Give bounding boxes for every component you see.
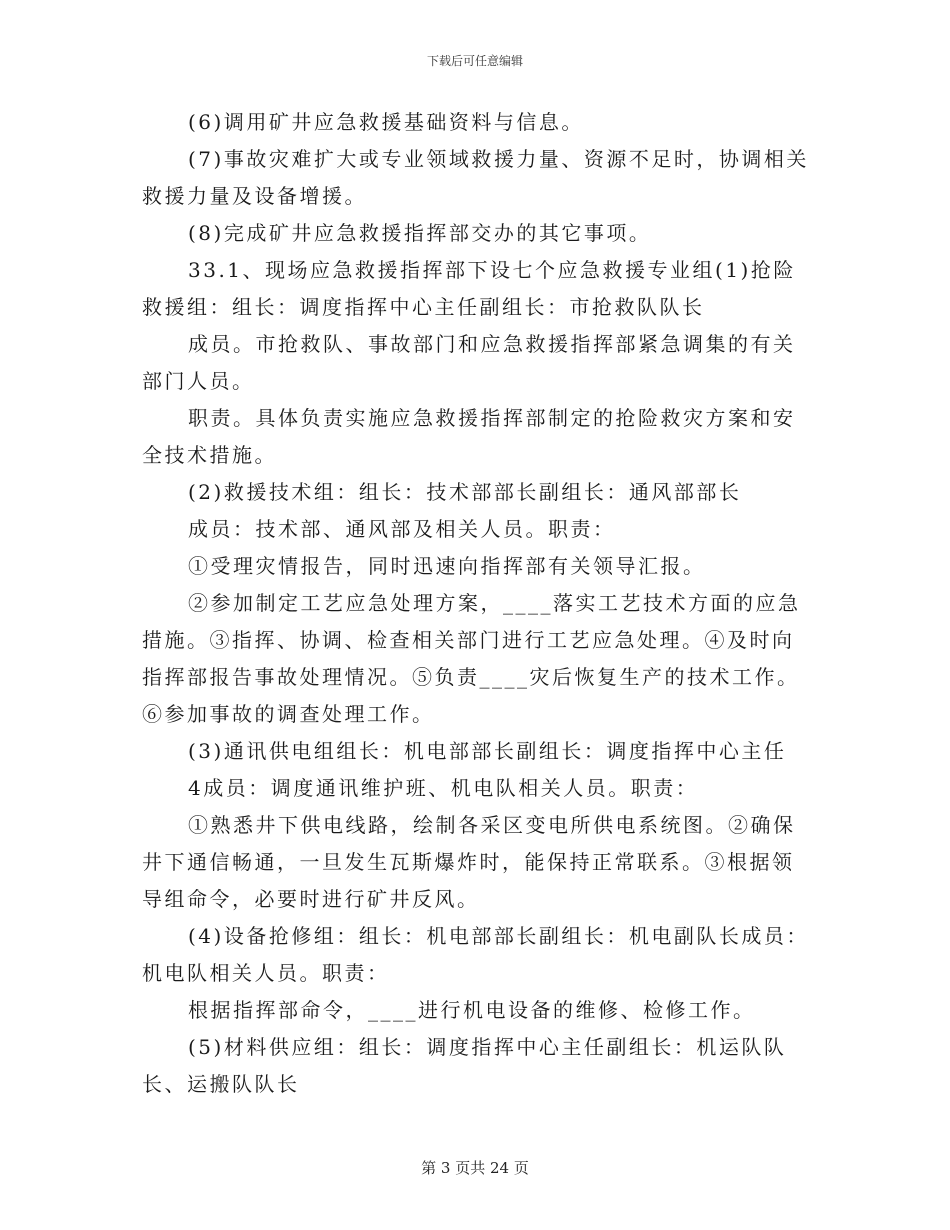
paragraph-tech-group: (2)救援技术组：组长：技术部部长副组长：通风部部长 bbox=[188, 480, 742, 504]
paragraph-comm-members: 4成员：调度通讯维护班、机电队相关人员。职责： bbox=[188, 776, 699, 800]
paragraph-item-8: (8)完成矿井应急救援指挥部交办的其它事项。 bbox=[188, 221, 652, 245]
paragraph-rescue-members: 成员。市抢救队、事故部门和应急救援指挥部紧急调集的有关部门人员。 bbox=[142, 332, 796, 393]
paragraph-item-6: (6)调用矿井应急救援基础资料与信息。 bbox=[188, 110, 584, 134]
paragraph-comm-group: (3)通讯供电组组长：机电部部长副组长：调度指挥中心主任 bbox=[188, 739, 787, 763]
paragraph-tech-members: 成员：技术部、通风部及相关人员。职责： bbox=[188, 517, 616, 541]
document-body bbox=[142, 104, 812, 1103]
paragraph-tech-duty-1: ①受理灾情报告，同时迅速向指挥部有关领导汇报。 bbox=[188, 554, 706, 578]
paragraph-tech-duty-2-6: ②参加制定工艺应急处理方案，____落实工艺技术方面的应急措施。③指挥、协调、检查相关部门进行工艺应急处理。④及时向指挥部报告事故处理情况。⑤负责____灾后恢复生产的技术工作。⑥参加事故的调查处理工作。 bbox=[142, 591, 801, 726]
paragraph-rescue-duties: 职责。具体负责实施应急救援指挥部制定的抢险救灾方案和安全技术措施。 bbox=[142, 406, 796, 467]
paragraph-repair-duty: 根据指挥部命令，____进行机电设备的维修、检修工作。 bbox=[188, 998, 756, 1022]
paragraph-supply-group: (5)材料供应组：组长：调度指挥中心主任副组长：机运队队长、运搬队队长 bbox=[142, 1035, 787, 1096]
page-number: 第 3 页共 24 页 bbox=[421, 1159, 529, 1177]
paragraph-section-33-1: 33.1、现场应急救援指挥部下设七个应急救援专业组(1)抢险救援组：组长：调度指挥中心主任副组长：市抢救队队长 bbox=[142, 258, 796, 319]
paragraph-comm-duties: ①熟悉井下供电线路，绘制各采区变电所供电系统图。②确保井下通信畅通，一旦发生瓦斯爆炸时，能保持正常联系。③根据领导组命令，必要时进行矿井反风。 bbox=[142, 813, 796, 911]
paragraph-item-7: (7)事故灾难扩大或专业领域救援力量、资源不足时，协调相关救援力量及设备增援。 bbox=[142, 147, 809, 208]
paragraph-repair-group: (4)设备抢修组：组长：机电部部长副组长：机电副队长成员：机电队相关人员。职责： bbox=[142, 924, 809, 985]
page-header: 下载后可任意编辑 bbox=[426, 54, 523, 68]
